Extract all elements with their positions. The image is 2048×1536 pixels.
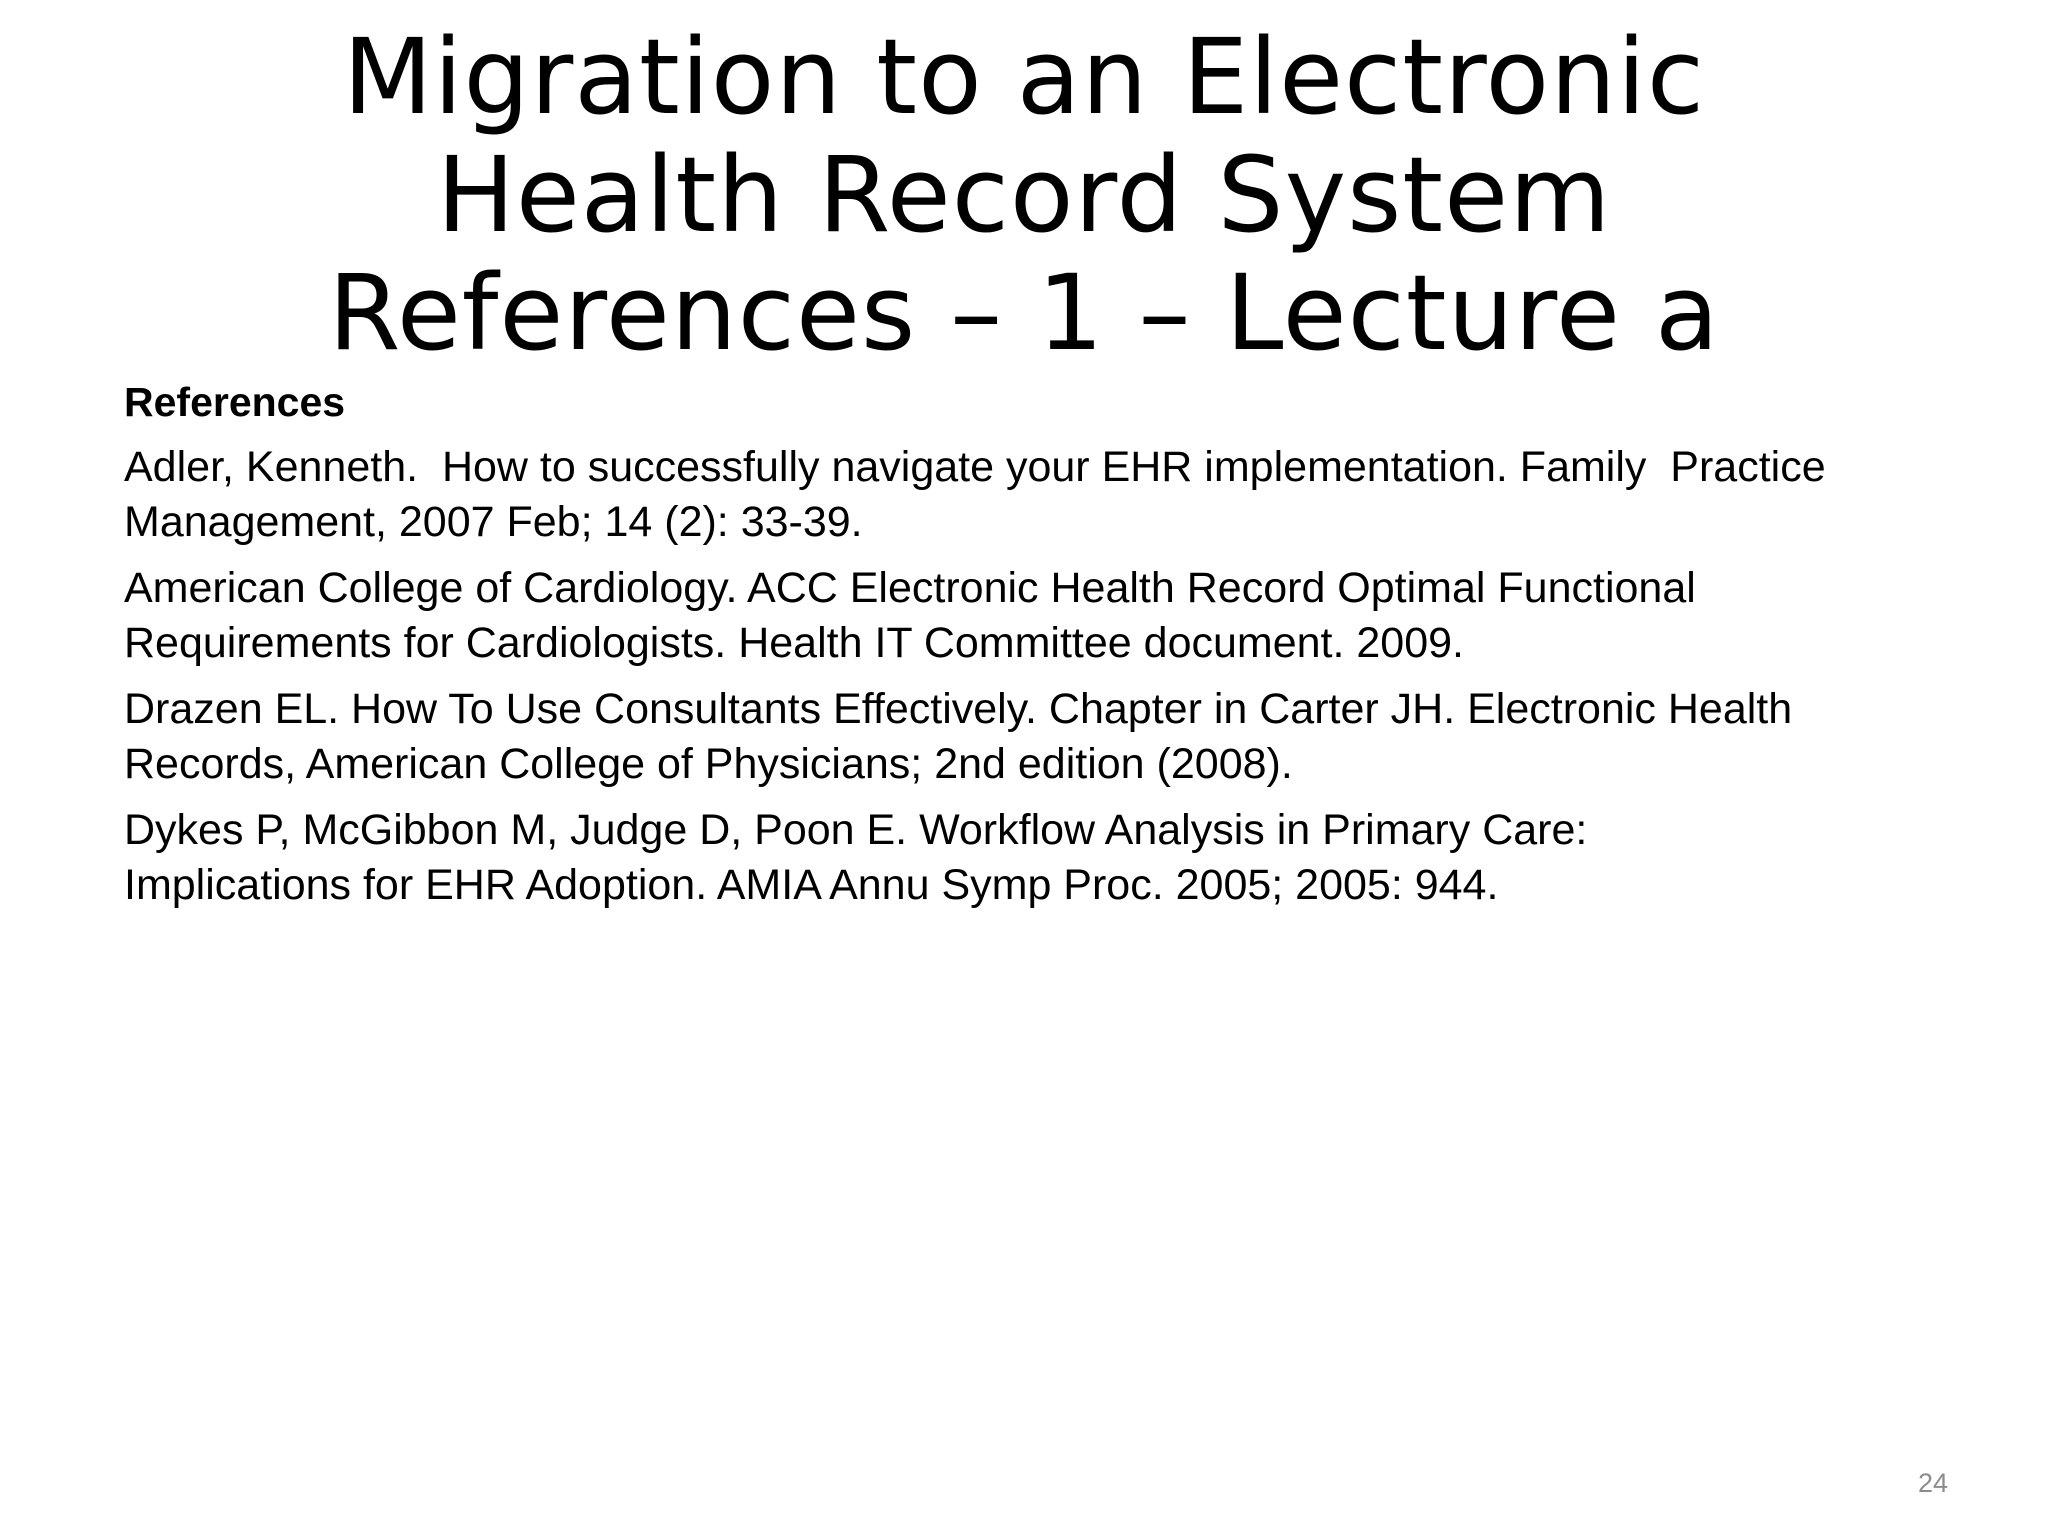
reference-line: Records, American College of Physicians; 2nd edition (2008). bbox=[124, 740, 1293, 788]
reference-line: Management, 2007 Feb; 14 (2): 33-39. bbox=[124, 498, 863, 546]
reference-line: Requirements for Cardiologists. Health IT Committee document. 2009. bbox=[124, 619, 1464, 667]
reference-list bbox=[124, 440, 1964, 913]
reference-line: Implications for EHR Adoption. AMIA Annu Symp Proc. 2005; 2005: 944. bbox=[124, 861, 1499, 909]
references-heading: References bbox=[124, 379, 346, 425]
slide-title-line: References – 1 – Lecture a bbox=[328, 252, 1720, 374]
page-number: 24 bbox=[1917, 1468, 1948, 1498]
reference-line: Drazen EL. How To Use Consultants Effectively. Chapter in Carter JH. Electronic Health bbox=[124, 685, 1793, 733]
reference-item bbox=[124, 561, 1964, 671]
reference-line: Dykes P, McGibbon M, Judge D, Poon E. Workflow Analysis in Primary Care: bbox=[124, 806, 1588, 854]
references-section bbox=[124, 376, 1964, 924]
slide-title-line: Migration to an Electronic bbox=[342, 16, 1706, 138]
reference-item bbox=[124, 440, 1964, 550]
reference-item bbox=[124, 682, 1964, 792]
slide-title bbox=[0, 18, 2048, 372]
reference-line: American College of Cardiology. ACC Electronic Health Record Optimal Functional bbox=[124, 564, 1696, 612]
slide-title-line: Health Record System bbox=[436, 134, 1612, 256]
reference-line: Adler, Kenneth. How to successfully navigate your EHR implementation. Family Practice bbox=[124, 443, 1826, 491]
reference-item bbox=[124, 803, 1964, 913]
